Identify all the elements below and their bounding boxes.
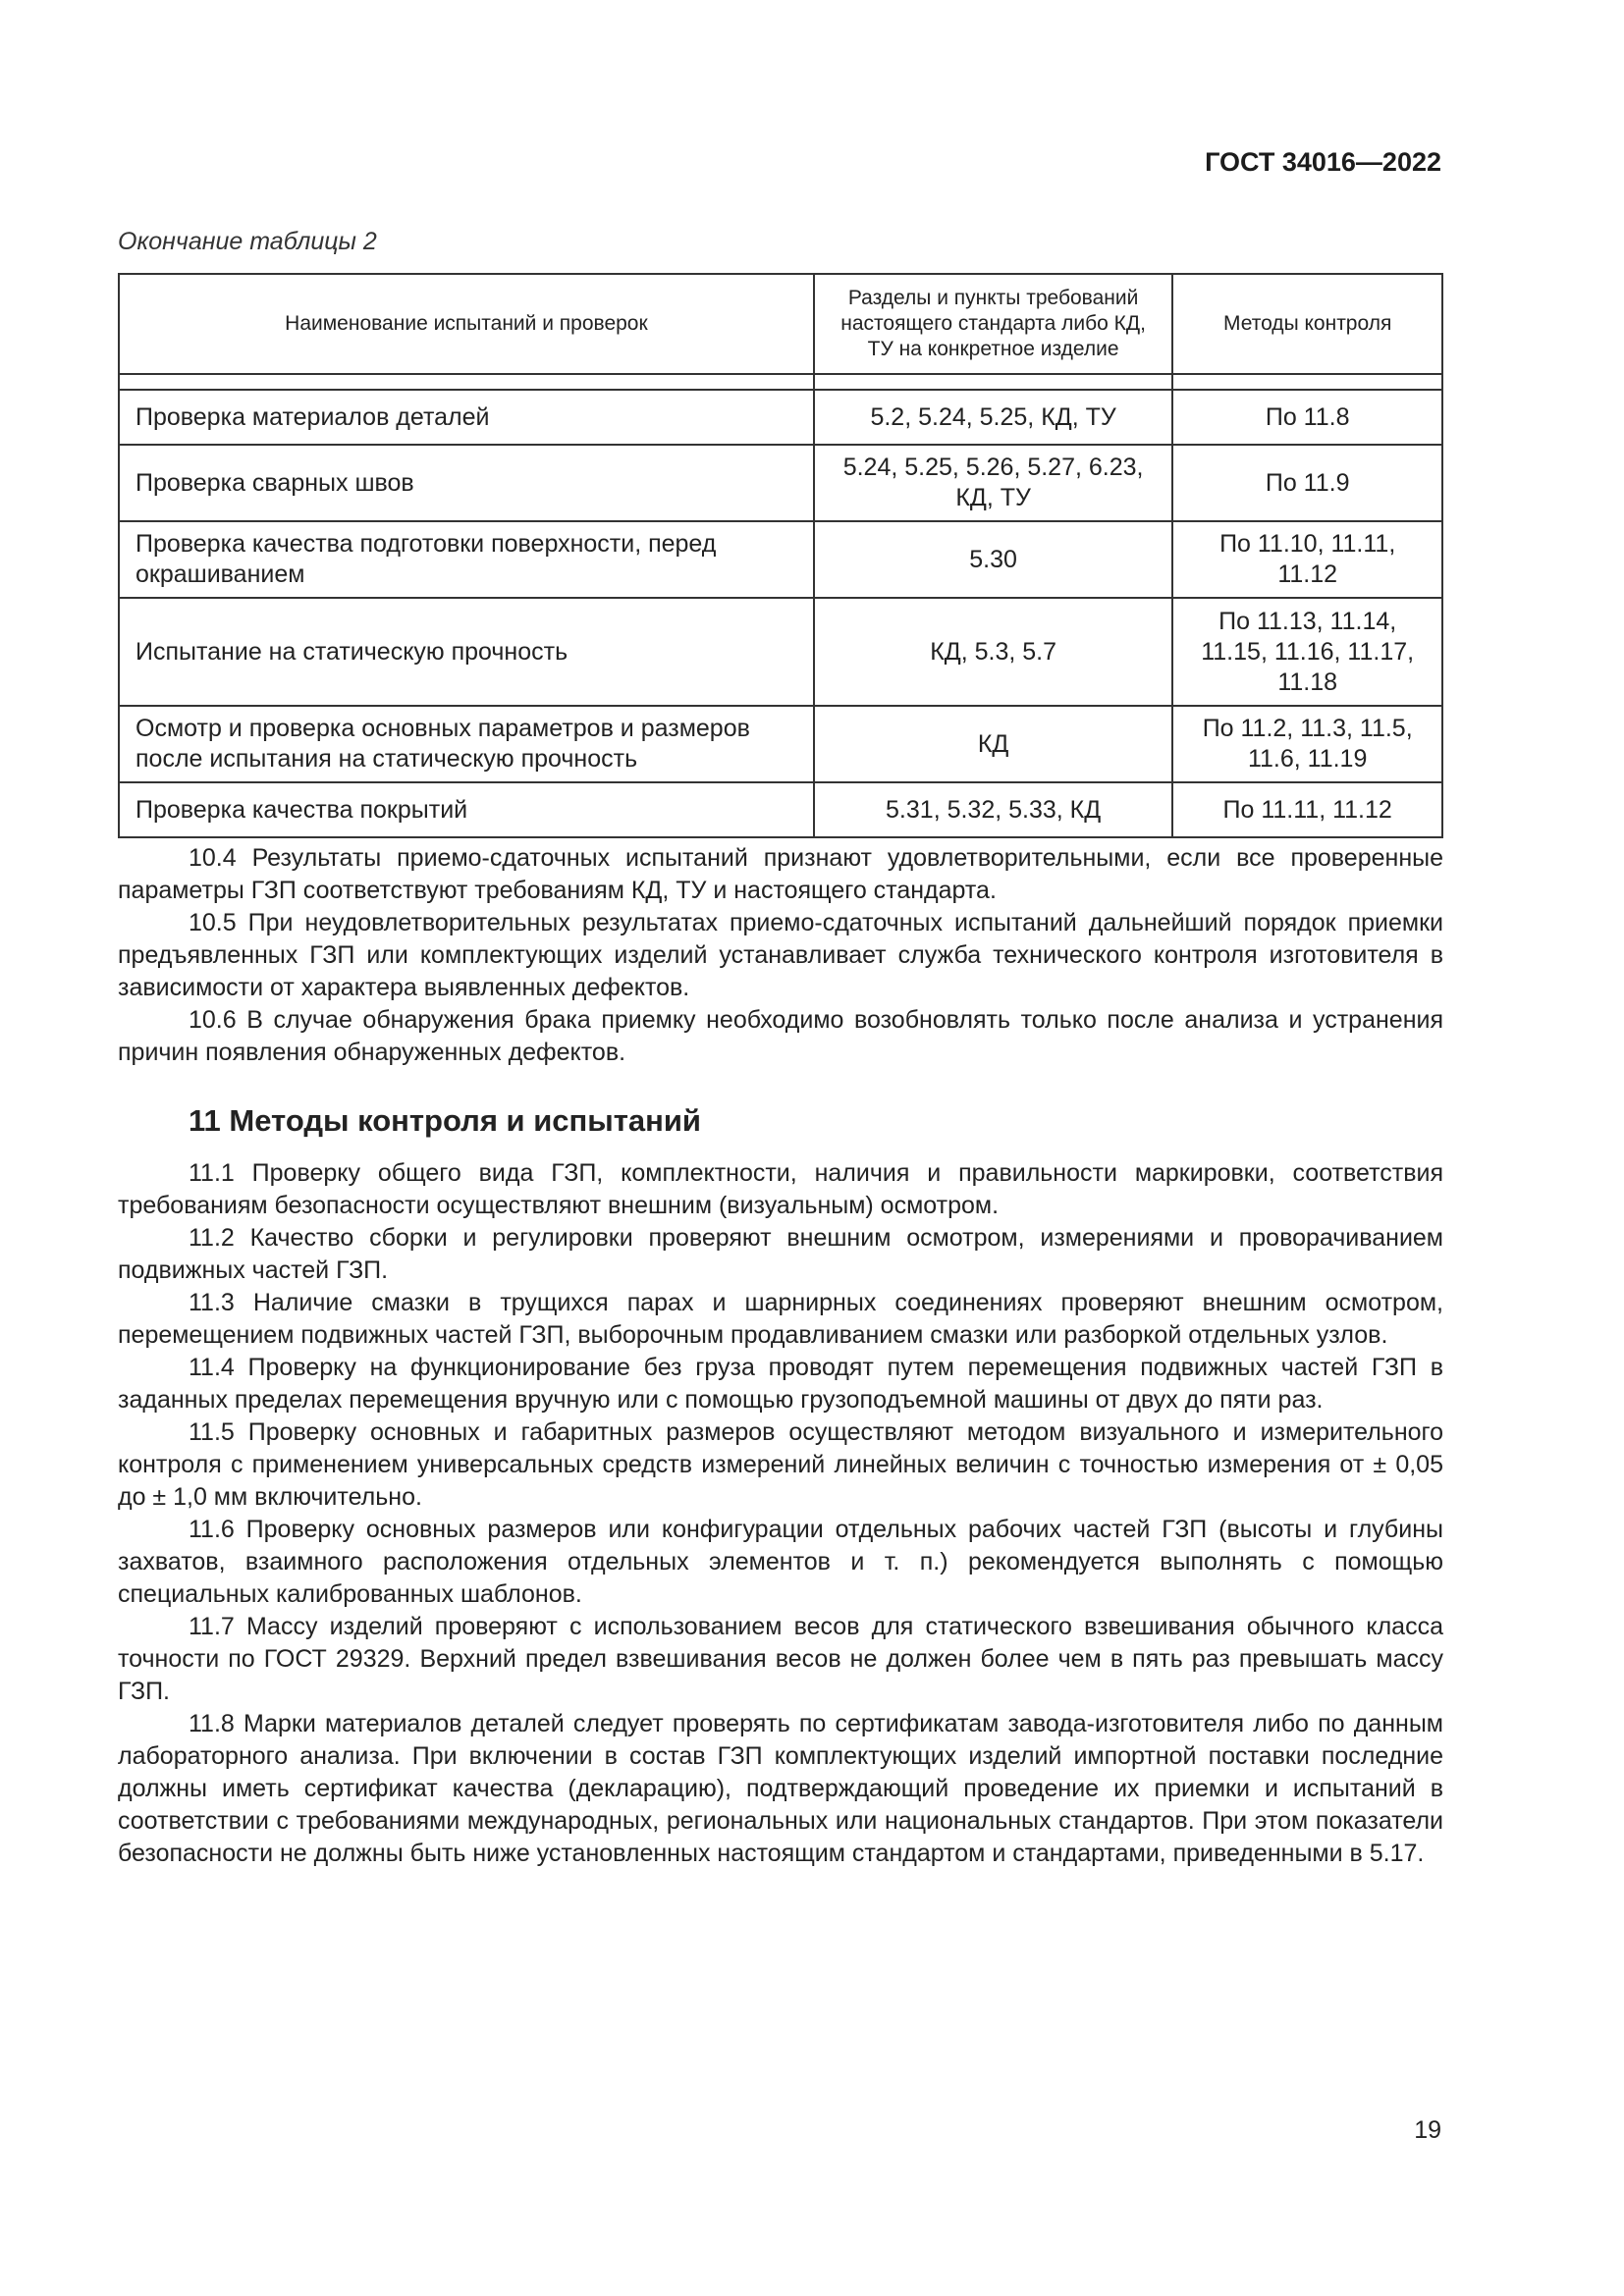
paragraph-10-4: 10.4 Результаты приемо-сдаточных испытаний признают удовлетворительными, если все проверенные параметры ГЗП соответствуют требованиям КД, ТУ и настоящего стандарта.: [118, 844, 1443, 904]
cell-test-name: Проверка сварных швов: [119, 445, 814, 521]
table-row: [119, 706, 1442, 782]
section-title: 11 Методы контроля и испытаний: [189, 1103, 701, 1138]
cell-methods: По 11.11, 11.12: [1172, 782, 1442, 837]
paragraph-11-7: 11.7 Массу изделий проверяют с использованием весов для статического взвешивания обычного класса точности по ГОСТ 29329. Верхний предел взвешивания весов не должен более чем в пять раз превышать массу ГЗП.: [118, 1613, 1443, 1705]
paragraph-11-2: 11.2 Качество сборки и регулировки проверяют внешним осмотром, измерениями и проворачиванием подвижных частей ГЗП.: [118, 1224, 1443, 1284]
paragraph-11-8: 11.8 Марки материалов деталей следует проверять по сертификатам завода-изготовителя либо по данным лабораторного анализа. При включении в состав ГЗП комплектующих изделий импортной поставки последние должны иметь сертификат качества (декларацию), подтверждающий проведение их приемки и испытаний в соответствии с требованиями международных, региональных или национальных стандартов. При этом показатели безопасности не должны быть ниже установленных настоящим стандартом и стандартами, приведенными в 5.17.: [118, 1710, 1443, 1867]
cell-sections: КД, 5.3, 5.7: [814, 598, 1172, 706]
cell-sections: 5.2, 5.24, 5.25, КД, ТУ: [814, 390, 1172, 445]
cell-sections: 5.31, 5.32, 5.33, КД: [814, 782, 1172, 837]
table-row: [119, 445, 1442, 521]
header-separator: [119, 374, 1442, 390]
cell-sections: 5.24, 5.25, 5.26, 5.27, 6.23, КД, ТУ: [814, 445, 1172, 521]
column-header-methods: Методы контроля: [1172, 274, 1442, 374]
paragraph-10-6: 10.6 В случае обнаружения брака приемку необходимо возобновлять только после анализа и устранения причин появления обнаруженных дефектов.: [118, 1006, 1443, 1066]
cell-methods: По 11.9: [1172, 445, 1442, 521]
cell-methods: По 11.2, 11.3, 11.5, 11.6, 11.19: [1172, 706, 1442, 782]
cell-test-name: Проверка качества покрытий: [119, 782, 814, 837]
cell-methods: По 11.10, 11.11, 11.12: [1172, 521, 1442, 598]
paragraph-11-3: 11.3 Наличие смазки в трущихся парах и шарнирных соединениях проверяют внешним осмотром, перемещением подвижных частей ГЗП, выборочным продавливанием смазки или разборкой отдельных узлов.: [118, 1289, 1443, 1349]
column-header-sections: Разделы и пункты требований настоящего стандарта либо КД, ТУ на конкретное изделие: [814, 274, 1172, 374]
cell-sections: КД: [814, 706, 1172, 782]
cell-methods: По 11.8: [1172, 390, 1442, 445]
tests-table: [118, 273, 1443, 838]
table-caption: Окончание таблицы 2: [118, 228, 377, 255]
table-row: [119, 390, 1442, 445]
paragraph-11-4: 11.4 Проверку на функционирование без груза проводят путем перемещения подвижных частей ГЗП в заданных пределах перемещения вручную или с помощью грузоподъемной машины от двух до пяти раз.: [118, 1354, 1443, 1414]
cell-test-name: Проверка качества подготовки поверхности, перед окрашиванием: [119, 521, 814, 598]
paragraph-11-1: 11.1 Проверку общего вида ГЗП, комплектности, наличия и правильности маркировки, соответствия требованиям безопасности осуществляют внешним (визуальным) осмотром.: [118, 1159, 1443, 1219]
cell-sections: 5.30: [814, 521, 1172, 598]
paragraph-10-5: 10.5 При неудовлетворительных результатах приемо-сдаточных испытаний дальнейший порядок приемки предъявленных ГЗП или комплектующих изделий устанавливает служба технического контроля изготовителя в зависимости от характера выявленных дефектов.: [118, 909, 1443, 1001]
table-row: [119, 521, 1442, 598]
body-text: [118, 842, 1443, 1870]
cell-methods: По 11.13, 11.14, 11.15, 11.16, 11.17, 11.18: [1172, 598, 1442, 706]
cell-test-name: Испытание на статическую прочность: [119, 598, 814, 706]
cell-test-name: Проверка материалов деталей: [119, 390, 814, 445]
column-header-name: Наименование испытаний и проверок: [119, 274, 814, 374]
table-row: [119, 782, 1442, 837]
table-header-row: [119, 274, 1442, 374]
paragraph-11-6: 11.6 Проверку основных размеров или конфигурации отдельных рабочих частей ГЗП (высоты и глубины захватов, взаимного расположения отдельных элементов и т. п.) рекомендуется выполнять с помощью специальных калиброванных шаблонов.: [118, 1516, 1443, 1608]
table-row: [119, 598, 1442, 706]
cell-test-name: Осмотр и проверка основных параметров и размеров после испытания на статическую прочность: [119, 706, 814, 782]
paragraph-11-5: 11.5 Проверку основных и габаритных размеров осуществляют методом визуального и измерительного контроля с применением универсальных средств измерений линейных величин с точностью измерения от ± 0,05 до ± 1,0 мм включительно.: [118, 1418, 1443, 1511]
page-number: 19: [1414, 2116, 1441, 2144]
document-id: ГОСТ 34016—2022: [1205, 147, 1441, 177]
